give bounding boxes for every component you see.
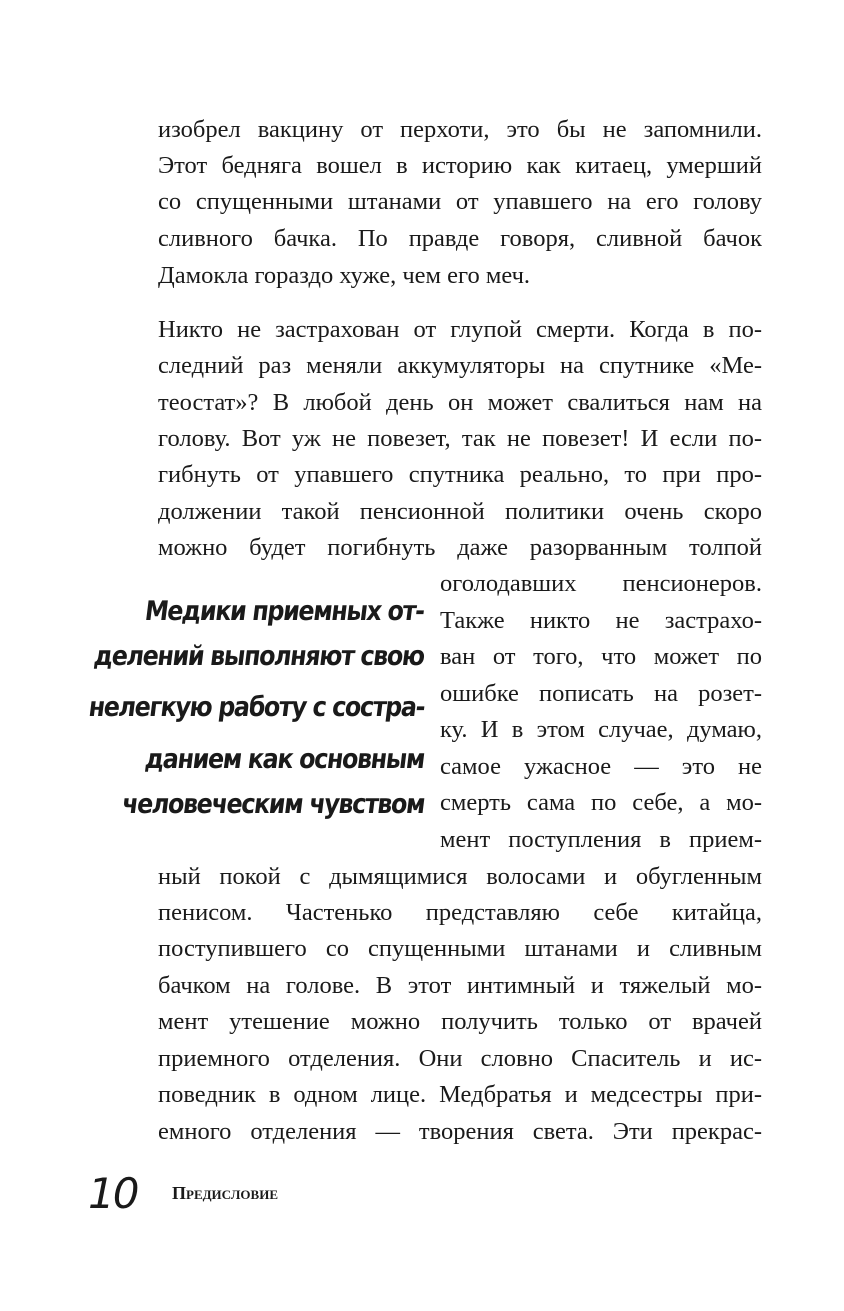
- running-head: Предисловие: [172, 1183, 278, 1203]
- text-line: Никто не застрахован от глупой смерти. Когда в по-: [158, 316, 762, 343]
- callout-line: нелегкую работу с состра-: [86, 692, 426, 723]
- text-line: теостат»? В любой день он может свалиться нам на: [158, 389, 762, 416]
- callout-line: Медики приемных от-: [143, 596, 426, 627]
- text-line: Этот бедняга вошел в историю как китаец, умерший: [158, 152, 762, 179]
- text-line: гибнуть от упавшего спутника реально, то при про-: [158, 461, 762, 488]
- text-line: ошибке пописать на розет-: [440, 680, 762, 707]
- text-line: мент поступления в прием-: [440, 826, 762, 853]
- text-line: Дамокла гораздо хуже, чем его меч.: [158, 262, 531, 289]
- text-line: бачком на голове. В этот интимный и тяжелый мо-: [158, 972, 762, 999]
- text-line: пенисом. Частенько представляю себе китайца,: [158, 899, 762, 926]
- text-line: поступившего со спущенными штанами и сливным: [158, 935, 762, 962]
- text-line: оголодавших пенсионеров.: [440, 570, 762, 597]
- text-line: ку. И в этом случае, думаю,: [440, 716, 762, 743]
- text-line: емного отделения — творения света. Эти прекрас-: [158, 1118, 762, 1145]
- text-line: поведник в одном лице. Медбратья и медсестры при-: [158, 1081, 762, 1108]
- callout-line: делений выполняют свою: [92, 641, 426, 672]
- text-line: приемного отделения. Они словно Спаситель и ис-: [158, 1045, 762, 1072]
- text-line: сливного бачка. По правде говоря, сливной бачок: [158, 225, 762, 252]
- callout-line: человеческим чувством: [120, 789, 426, 820]
- text-line: должении такой пенсионной политики очень скоро: [158, 498, 762, 525]
- text-line: голову. Вот уж не повезет, так не повезет! И если по-: [158, 425, 762, 452]
- text-line: мент утешение можно получить только от врачей: [158, 1008, 762, 1035]
- page-number: 10: [88, 1169, 138, 1218]
- text-line: следний раз меняли аккумуляторы на спутнике «Ме-: [158, 352, 762, 379]
- text-line: ван от того, что может по: [440, 643, 762, 670]
- text-line: ный покой с дымящимися волосами и обугленным: [158, 863, 762, 890]
- text-line: смерть сама по себе, а мо-: [440, 789, 762, 816]
- text-line: изобрел вакцину от перхоти, это бы не запомнили.: [158, 116, 762, 143]
- text-line: Также никто не застрахо-: [440, 607, 762, 634]
- text-line: можно будет погибнуть даже разорванным толпой: [158, 534, 762, 561]
- text-line: со спущенными штанами от упавшего на его голову: [158, 188, 762, 215]
- callout-line: данием как основным: [143, 744, 426, 775]
- text-line: самое ужасное — это не: [440, 753, 762, 780]
